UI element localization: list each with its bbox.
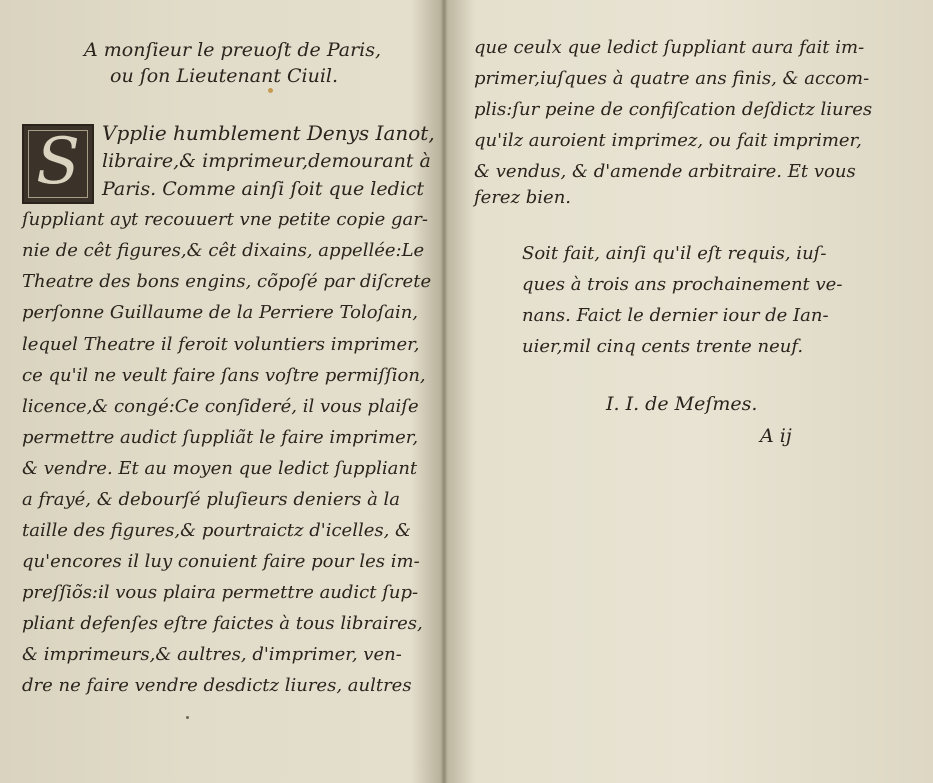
body-line: taille des figures,& pourtraictz d'icelles, &: [22, 520, 412, 541]
body-line: permettre audict ſuppliãt le faire imprimer,: [22, 427, 419, 448]
grant-line: nans. Faict le dernier iour de Ian-: [522, 305, 829, 326]
body-line: perſonne Guillaume de la Perriere Toloſain,: [22, 302, 419, 323]
body-line: qu'ilz auroient imprimez, ou fait imprimer,: [474, 130, 862, 151]
signature-mark: A ij: [760, 425, 792, 447]
body-line: dre ne faire vendre desdictz liures, aultres: [22, 675, 412, 696]
body-line: que ceulx que ledict ſuppliant aura fait im-: [474, 37, 865, 58]
body-line: qu'encores il luy conuient faire pour les im-: [22, 551, 420, 572]
grant-line: Soit fait, ainſi qu'il eſt requis, iuſ-: [522, 243, 827, 264]
body-line: primer,iuſques à quatre ans finis, & accom-: [474, 68, 870, 89]
grant-line: ques à trois ans prochainement ve-: [522, 274, 843, 295]
paper-stain: [268, 88, 273, 93]
body-line: preſſiõs:il vous plaira permettre audict ſup-: [22, 582, 419, 603]
body-line: nie de cêt figures,& cêt dixains, appellée:Le: [22, 240, 425, 261]
heading-line-1: A monſieur le preuoſt de Paris,: [84, 39, 382, 61]
grant-line: uier,mil cinq cents trente neuf.: [522, 336, 804, 357]
body-line: licence,& congé:Ce conſideré, il vous plaiſe: [22, 396, 419, 417]
decorated-initial-letter: S: [22, 124, 94, 204]
body-line: plis:ſur peine de confiſcation deſdictz liures: [474, 99, 873, 120]
signature: I. I. de Meſmes.: [606, 393, 758, 415]
body-line: ce qu'il ne veult faire ſans voſtre permiſſion,: [22, 365, 426, 386]
heading-line-2: ou ſon Lieutenant Ciuil.: [110, 65, 339, 87]
body-line: a frayé, & debourſé pluſieurs deniers à la: [22, 489, 401, 510]
body-line: ſuppliant ayt recouuert vne petite copie gar-: [22, 209, 428, 230]
body-line: & imprimeurs,& aultres, d'imprimer, ven-: [22, 644, 402, 665]
paper-speck: [186, 716, 189, 719]
body-line: libraire,& imprimeur,demourant à: [102, 150, 431, 172]
body-line: & vendus, & d'amende arbitraire. Et vous: [474, 161, 856, 182]
body-line: & vendre. Et au moyen que ledict ſuppliant: [22, 458, 418, 479]
body-line: lequel Theatre il feroit voluntiers imprimer,: [22, 334, 420, 355]
body-line: pliant defenſes eſtre faictes à tous libraires,: [22, 613, 423, 634]
body-line: Theatre des bons engins, cõpoſé par diſcrete: [22, 271, 432, 292]
body-line: ferez bien.: [474, 187, 572, 208]
body-line: Vpplie humblement Denys Ianot,: [102, 121, 435, 145]
body-line: Paris. Comme ainſi ſoit que ledict: [102, 178, 425, 200]
